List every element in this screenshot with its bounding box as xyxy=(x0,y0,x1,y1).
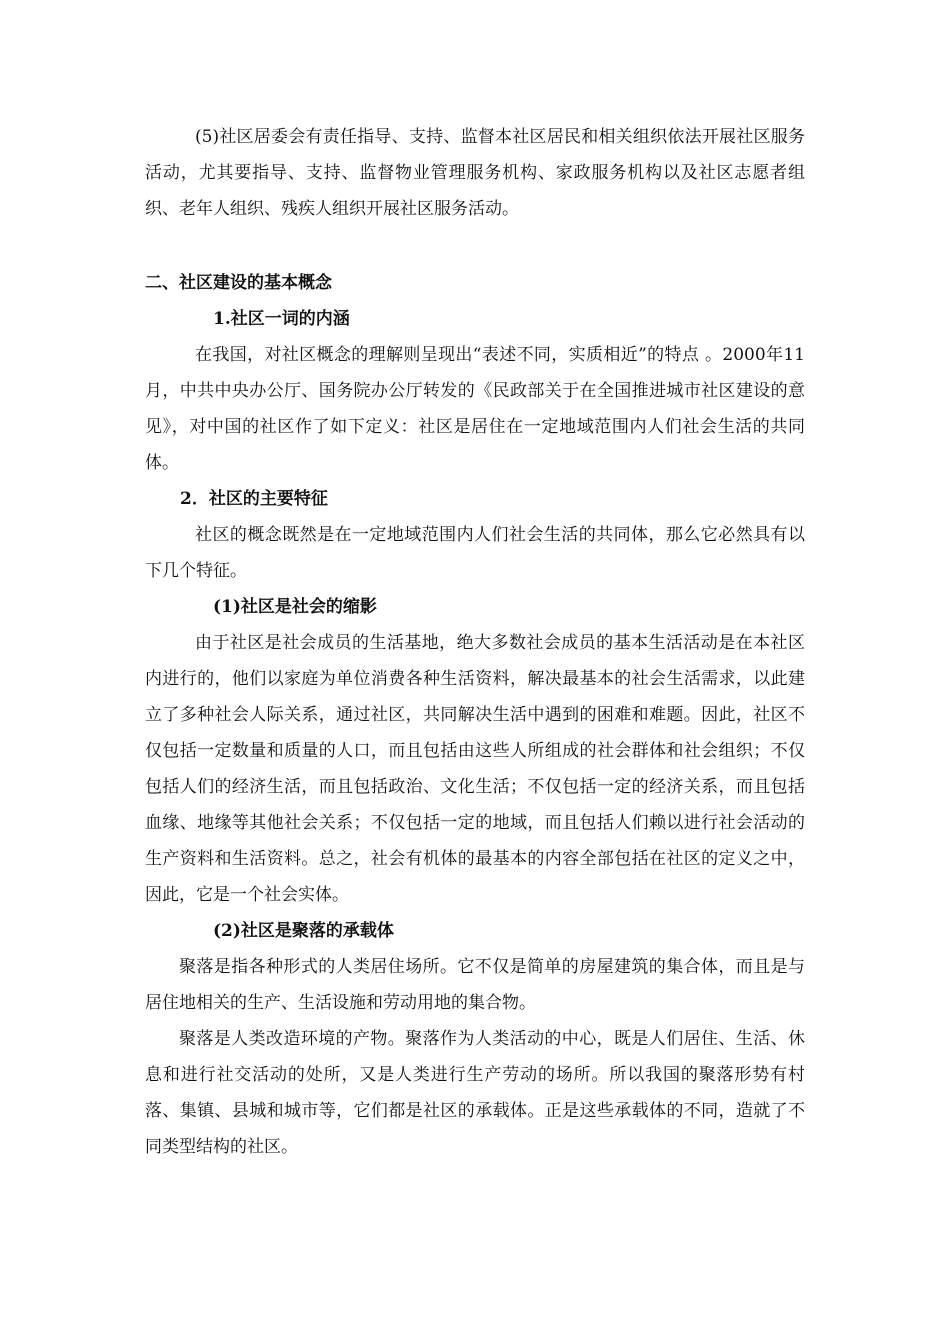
paragraph-settlement-product: 聚落是人类改造环境的产物。聚落作为人类活动的中心，既是人们居住、生活、休息和进行社交活动的处所，又是人类进行生产劳动的场所。所以我国的聚落形势有村落、集镇、县城和城市等，它们都是社区的承载体。正是这些承载体的不同，造就了不同类型结构的社区。 xyxy=(145,1029,805,1157)
feature-title-society-epitome: (1)社区是社会的缩影 xyxy=(213,597,377,617)
subsection-title-community-meaning: 1.社区一词的内涵 xyxy=(213,309,350,329)
subsection-title-community-features: 2．社区的主要特征 xyxy=(180,489,328,509)
paragraph-community-definition: 在我国，对社区概念的理解则呈现出“表述不同，实质相近”的特点 。2000年11月，中共中央办公厅、国务院办公厅转发的《民政部关于在全国推进城市社区建设的意见》，对中国的社区作了如下定义：社区是居住在一定地域范围内人们社会生活的共同体。 xyxy=(145,345,805,473)
feature-title-settlement-carrier: (2)社区是聚落的承载体 xyxy=(213,921,394,941)
paragraph-community-committee-duty: (5)社区居委会有责任指导、支持、监督本社区居民和相关组织依法开展社区服务活动，尤其要指导、支持、监督物业管理服务机构、家政服务机构以及社区志愿者组织、老年人组织、残疾人组织开展社区服务活动。 xyxy=(145,127,805,219)
section-title-community-building-concept: 二、社区建设的基本概念 xyxy=(145,273,332,293)
paragraph-society-epitome: 由于社区是社会成员的生活基地，绝大多数社会成员的基本生活活动是在本社区内进行的，他们以家庭为单位消费各种生活资料，解决最基本的社会生活需求，以此建立了多种社会人际关系，通过社区，共同解决生活中遇到的困难和难题。因此，社区不仅包括一定数量和质量的人口，而且包括由这些人所组成的社会群体和社会组织；不仅包括人们的经济生活，而且包括政治、文化生活；不仅包括一定的经济关系，而且包括血缘、地缘等其他社会关系；不仅包括一定的地域，而且包括人们赖以进行社会活动的生产资料和生活资料。总之，社会有机体的最基本的内容全部包括在社区的定义之中，因此，它是一个社会实体。 xyxy=(145,633,805,905)
paragraph-settlement-definition: 聚落是指各种形式的人类居住场所。它不仅是简单的房屋建筑的集合体，而且是与居住地相关的生产、生活设施和劳动用地的集合物。 xyxy=(145,957,805,1013)
paragraph-features-intro: 社区的概念既然是在一定地域范围内人们社会生活的共同体，那么它必然具有以下几个特征。 xyxy=(145,525,805,581)
